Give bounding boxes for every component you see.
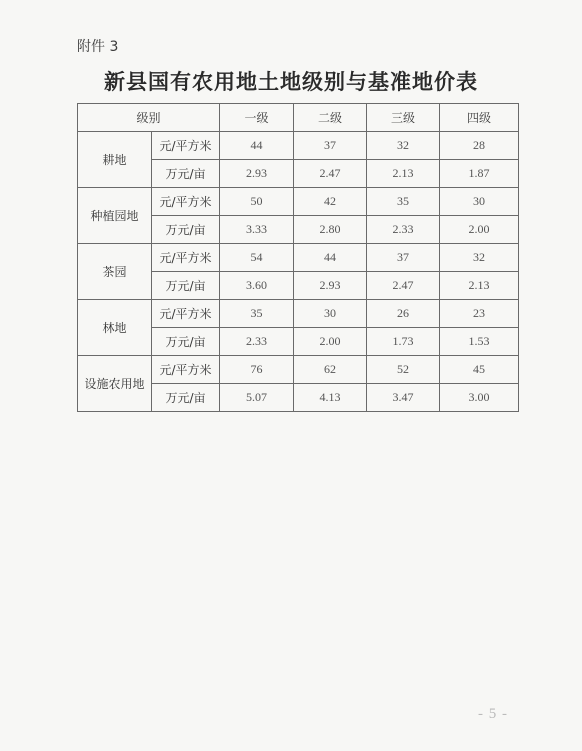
value-cell: 35 bbox=[220, 300, 294, 328]
value-cell: 50 bbox=[220, 188, 294, 216]
category-cell: 茶园 bbox=[78, 244, 152, 300]
attachment-label: 附件 3 bbox=[77, 39, 119, 55]
value-cell: 2.80 bbox=[294, 216, 367, 244]
value-cell: 3.00 bbox=[440, 384, 519, 412]
unit-cell: 元/平方米 bbox=[152, 356, 220, 384]
unit-cell: 万元/亩 bbox=[152, 272, 220, 300]
value-cell: 45 bbox=[440, 356, 519, 384]
value-cell: 3.33 bbox=[220, 216, 294, 244]
header-grade-4: 四级 bbox=[440, 104, 519, 132]
value-cell: 30 bbox=[440, 188, 519, 216]
table-row bbox=[78, 244, 519, 272]
category-cell: 设施农用地 bbox=[78, 356, 152, 412]
value-cell: 3.60 bbox=[220, 272, 294, 300]
value-cell: 1.73 bbox=[367, 328, 440, 356]
table-row bbox=[78, 356, 519, 384]
value-cell: 37 bbox=[367, 244, 440, 272]
table-row bbox=[78, 132, 519, 160]
value-cell: 2.00 bbox=[440, 216, 519, 244]
value-cell: 2.47 bbox=[294, 160, 367, 188]
value-cell: 23 bbox=[440, 300, 519, 328]
value-cell: 2.13 bbox=[367, 160, 440, 188]
table-row bbox=[78, 188, 519, 216]
value-cell: 32 bbox=[367, 132, 440, 160]
header-level: 级别 bbox=[78, 104, 220, 132]
value-cell: 5.07 bbox=[220, 384, 294, 412]
unit-cell: 万元/亩 bbox=[152, 160, 220, 188]
value-cell: 54 bbox=[220, 244, 294, 272]
category-cell: 种植园地 bbox=[78, 188, 152, 244]
value-cell: 28 bbox=[440, 132, 519, 160]
value-cell: 37 bbox=[294, 132, 367, 160]
table-row bbox=[78, 300, 519, 328]
header-grade-2: 二级 bbox=[294, 104, 367, 132]
value-cell: 62 bbox=[294, 356, 367, 384]
document-title: 新县国有农用地土地级别与基准地价表 bbox=[104, 69, 478, 94]
header-grade-1: 一级 bbox=[220, 104, 294, 132]
unit-cell: 元/平方米 bbox=[152, 188, 220, 216]
value-cell: 44 bbox=[220, 132, 294, 160]
category-cell: 林地 bbox=[78, 300, 152, 356]
value-cell: 2.93 bbox=[294, 272, 367, 300]
value-cell: 52 bbox=[367, 356, 440, 384]
land-price-table bbox=[77, 103, 519, 412]
value-cell: 44 bbox=[294, 244, 367, 272]
unit-cell: 万元/亩 bbox=[152, 384, 220, 412]
value-cell: 35 bbox=[367, 188, 440, 216]
unit-cell: 万元/亩 bbox=[152, 216, 220, 244]
value-cell: 26 bbox=[367, 300, 440, 328]
value-cell: 2.33 bbox=[367, 216, 440, 244]
value-cell: 2.33 bbox=[220, 328, 294, 356]
value-cell: 2.00 bbox=[294, 328, 367, 356]
table-header-row bbox=[78, 104, 519, 132]
value-cell: 76 bbox=[220, 356, 294, 384]
unit-cell: 万元/亩 bbox=[152, 328, 220, 356]
value-cell: 30 bbox=[294, 300, 367, 328]
value-cell: 1.53 bbox=[440, 328, 519, 356]
value-cell: 42 bbox=[294, 188, 367, 216]
category-cell: 耕地 bbox=[78, 132, 152, 188]
header-grade-3: 三级 bbox=[367, 104, 440, 132]
value-cell: 1.87 bbox=[440, 160, 519, 188]
value-cell: 2.13 bbox=[440, 272, 519, 300]
value-cell: 3.47 bbox=[367, 384, 440, 412]
unit-cell: 元/平方米 bbox=[152, 244, 220, 272]
value-cell: 2.93 bbox=[220, 160, 294, 188]
unit-cell: 元/平方米 bbox=[152, 132, 220, 160]
value-cell: 32 bbox=[440, 244, 519, 272]
unit-cell: 元/平方米 bbox=[152, 300, 220, 328]
value-cell: 2.47 bbox=[367, 272, 440, 300]
value-cell: 4.13 bbox=[294, 384, 367, 412]
page-number: - 5 - bbox=[478, 706, 508, 722]
